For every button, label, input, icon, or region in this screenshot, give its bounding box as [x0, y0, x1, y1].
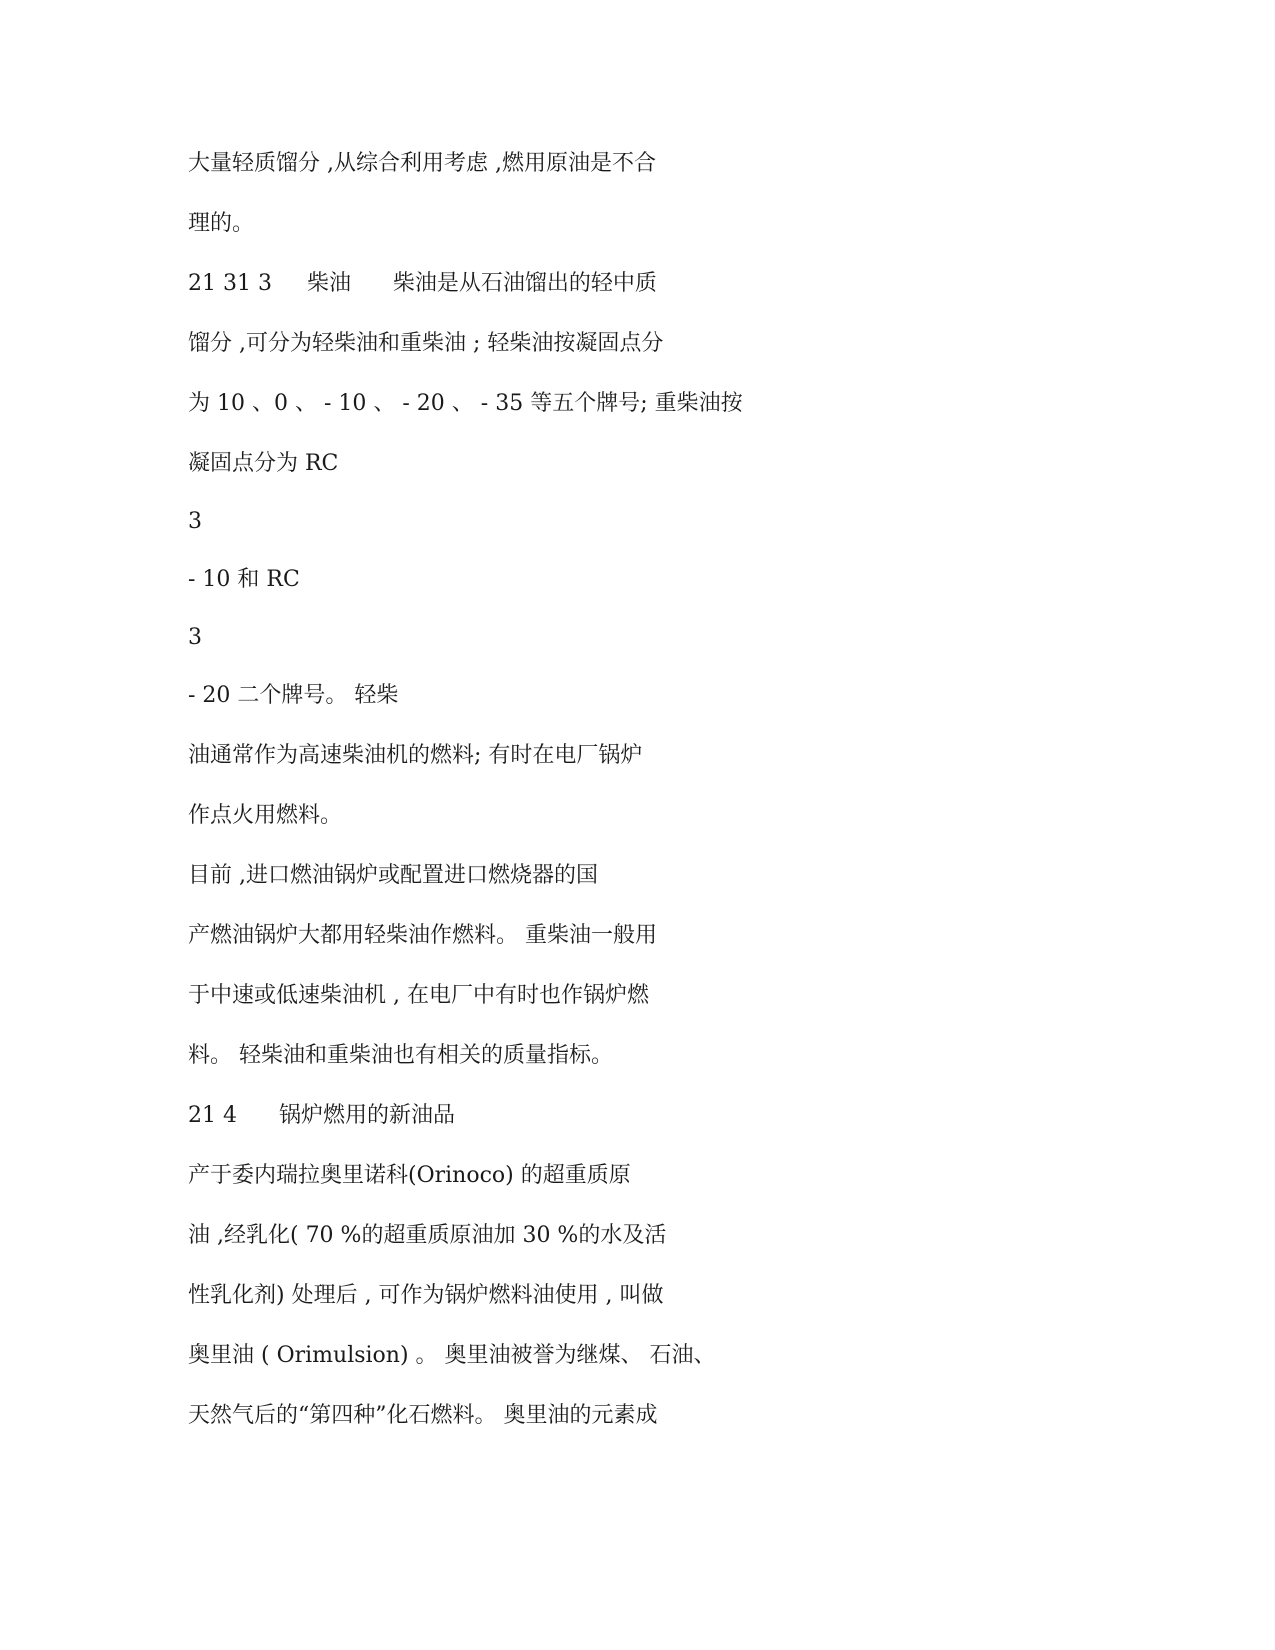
text-line: 于中速或低速柴油机 , 在电厂中有时也作锅炉燃 [188, 983, 649, 1008]
text-line: 凝固点分为 RC [188, 451, 339, 476]
section-heading: 21 31 3 柴油 柴油是从石油馏出的轻中质 [188, 271, 657, 296]
text-line: 3 [188, 509, 202, 534]
text-line: - 20 二个牌号。 轻柴 [188, 683, 399, 708]
text-line: 为 10 、0 、 - 10 、 - 20 、 - 35 等五个牌号; 重柴油按 [188, 391, 743, 416]
text-line: 奥里油 ( Orimulsion) 。 奥里油被誉为继煤、 石油、 [188, 1343, 716, 1368]
text-line: 目前 ,进口燃油锅炉或配置进口燃烧器的国 [188, 863, 598, 888]
text-line: 产于委内瑞拉奥里诺科(Orinoco) 的超重质原 [188, 1163, 631, 1188]
text-line: 理的。 [188, 211, 255, 236]
section-heading: 21 4 锅炉燃用的新油品 [188, 1103, 455, 1128]
text-line: 性乳化剂) 处理后 , 可作为锅炉燃料油使用 , 叫做 [188, 1283, 664, 1308]
text-line: 3 [188, 625, 202, 650]
text-line: 作点火用燃料。 [188, 803, 343, 828]
text-line: 天然气后的“第四种”化石燃料。 奥里油的元素成 [188, 1403, 658, 1428]
text-line: 馏分 ,可分为轻柴油和重柴油 ; 轻柴油按凝固点分 [188, 331, 664, 356]
text-line: 产燃油锅炉大都用轻柴油作燃料。 重柴油一般用 [188, 923, 657, 948]
text-line: 油 ,经乳化( 70 %的超重质原油加 30 %的水及活 [188, 1223, 667, 1248]
text-line: 油通常作为高速柴油机的燃料; 有时在电厂锅炉 [188, 743, 643, 768]
text-line: 大量轻质馏分 ,从综合利用考虑 ,燃用原油是不合 [188, 151, 656, 176]
text-line: - 10 和 RC [188, 567, 300, 592]
text-line: 料。 轻柴油和重柴油也有相关的质量指标。 [188, 1043, 613, 1068]
